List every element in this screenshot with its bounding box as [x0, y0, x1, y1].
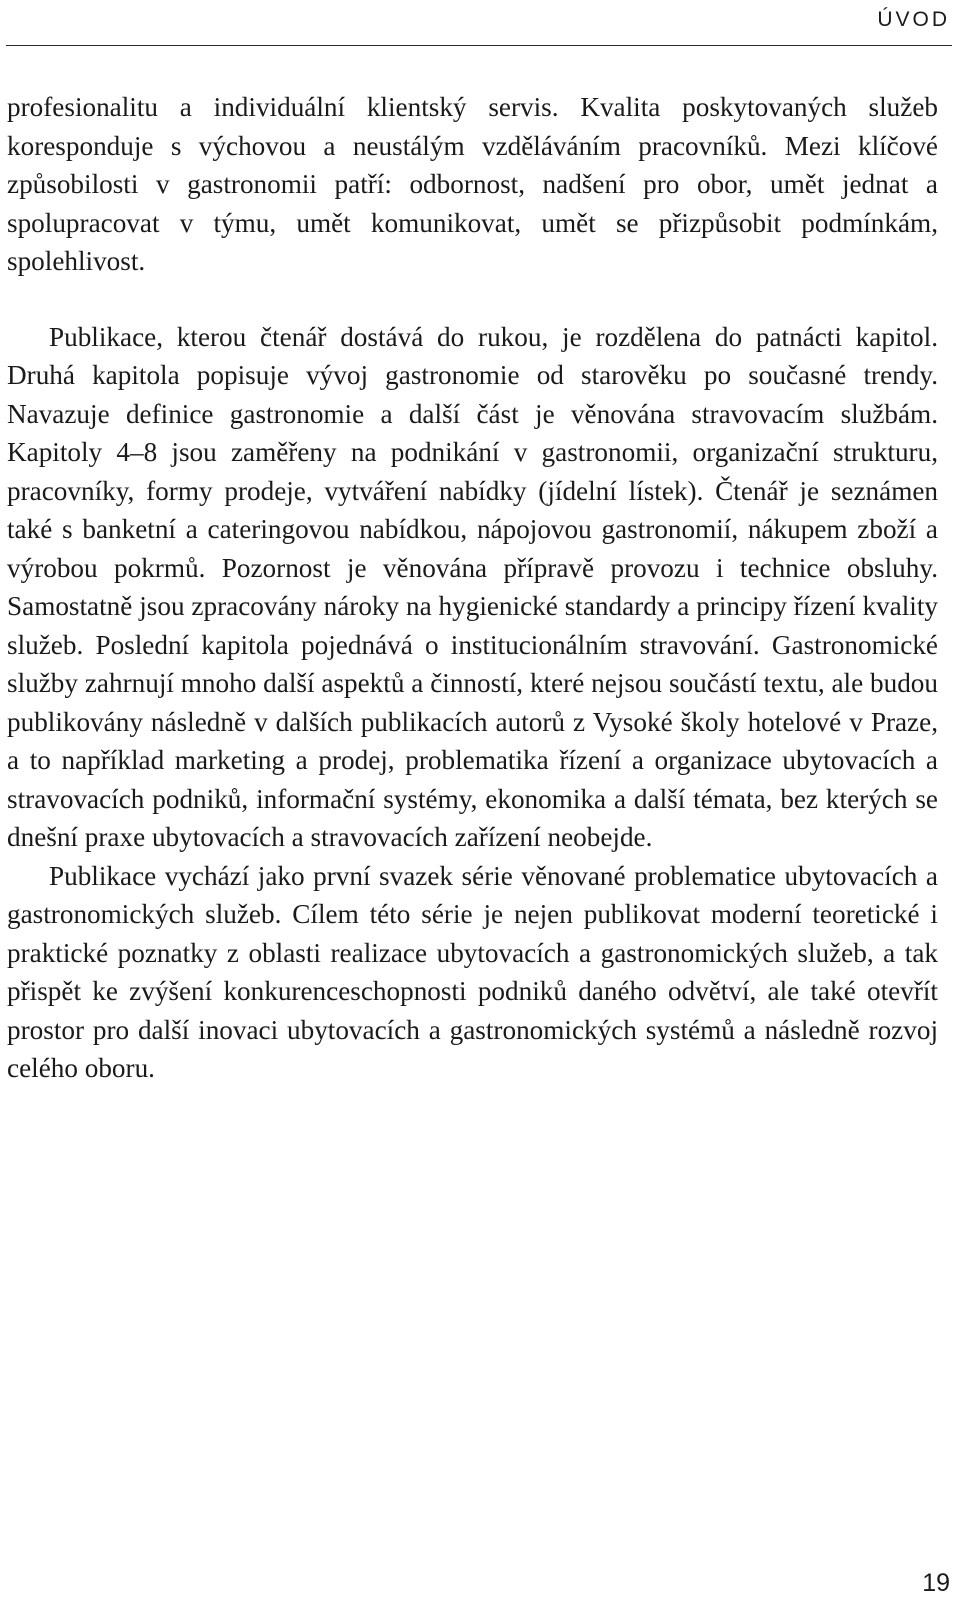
running-head-title: ÚVOD: [877, 8, 950, 31]
paragraph-series-intro: Publikace vychází jako první svazek série věnované problematice ubytovacích a gastronomických služeb. Cílem této série je nejen publikovat moderní teoretické i praktické poznatky z oblasti realizace ubytovacích a gastronomických služeb, a tak přispět ke zvýšení konkurenceschopnosti podniků daného odvětví, ale také otevřít prostor pro další inovaci ubytovacích a gastronomických systémů a následně rozvoj celého oboru.: [7, 860, 938, 1083]
paragraph-publication-overview: Publikace, kterou čtenář dostává do rukou, je rozdělena do patnácti kapitol. Druhá kapitola popisuje vývoj gastronomie od starověku po současné trendy. Navazuje definice gastronomie a další část je věnována stravovacím službám. Kapitoly 4–8 jsou zaměřeny na podnikání v gastronomii, organizační strukturu, pracovníky, formy prodeje, vytváření nabídky (jídelní lístek). Čtenář je seznámen také s banketní a cateringovou nabídkou, nápojovou gastronomií, nákupem zboží a výrobou pokrmů. Pozornost je věnována přípravě provozu i technice obsluhy. Samostatně jsou zpracovány nároky na hygienické standardy a principy řízení kvality služeb. Poslední kapitola pojednává o institucionálním stravování. Gastronomické služby zahrnují mnoho další aspektů a činností, které nejsou součástí textu, ale budou publikovány následně v dalších publikacích autorů z Vysoké školy hotelové v Praze, a to například marketing a prodej, problematika řízení a organizace ubytovacích a stravovacích podniků, informační systémy, ekonomika a další témata, bez kterých se dnešní praxe ubytovacích a stravovacích zařízení neobejde.: [7, 321, 938, 852]
page-number: 19: [922, 1569, 950, 1597]
header-rule: [6, 45, 952, 46]
paragraph-continuation: profesionalitu a individuální klientský servis. Kvalita poskytovaných služeb koresponduje s výchovou a neustálým vzděláváním pracovníků. Mezi klíčové způsobilosti v gastronomii patří: odbornost, nadšení pro obor, umět jednat a spolupracovat v týmu, umět komunikovat, umět se přizpůsobit podmínkám, spolehlivost.: [7, 92, 938, 276]
body-text: [7, 88, 938, 1088]
